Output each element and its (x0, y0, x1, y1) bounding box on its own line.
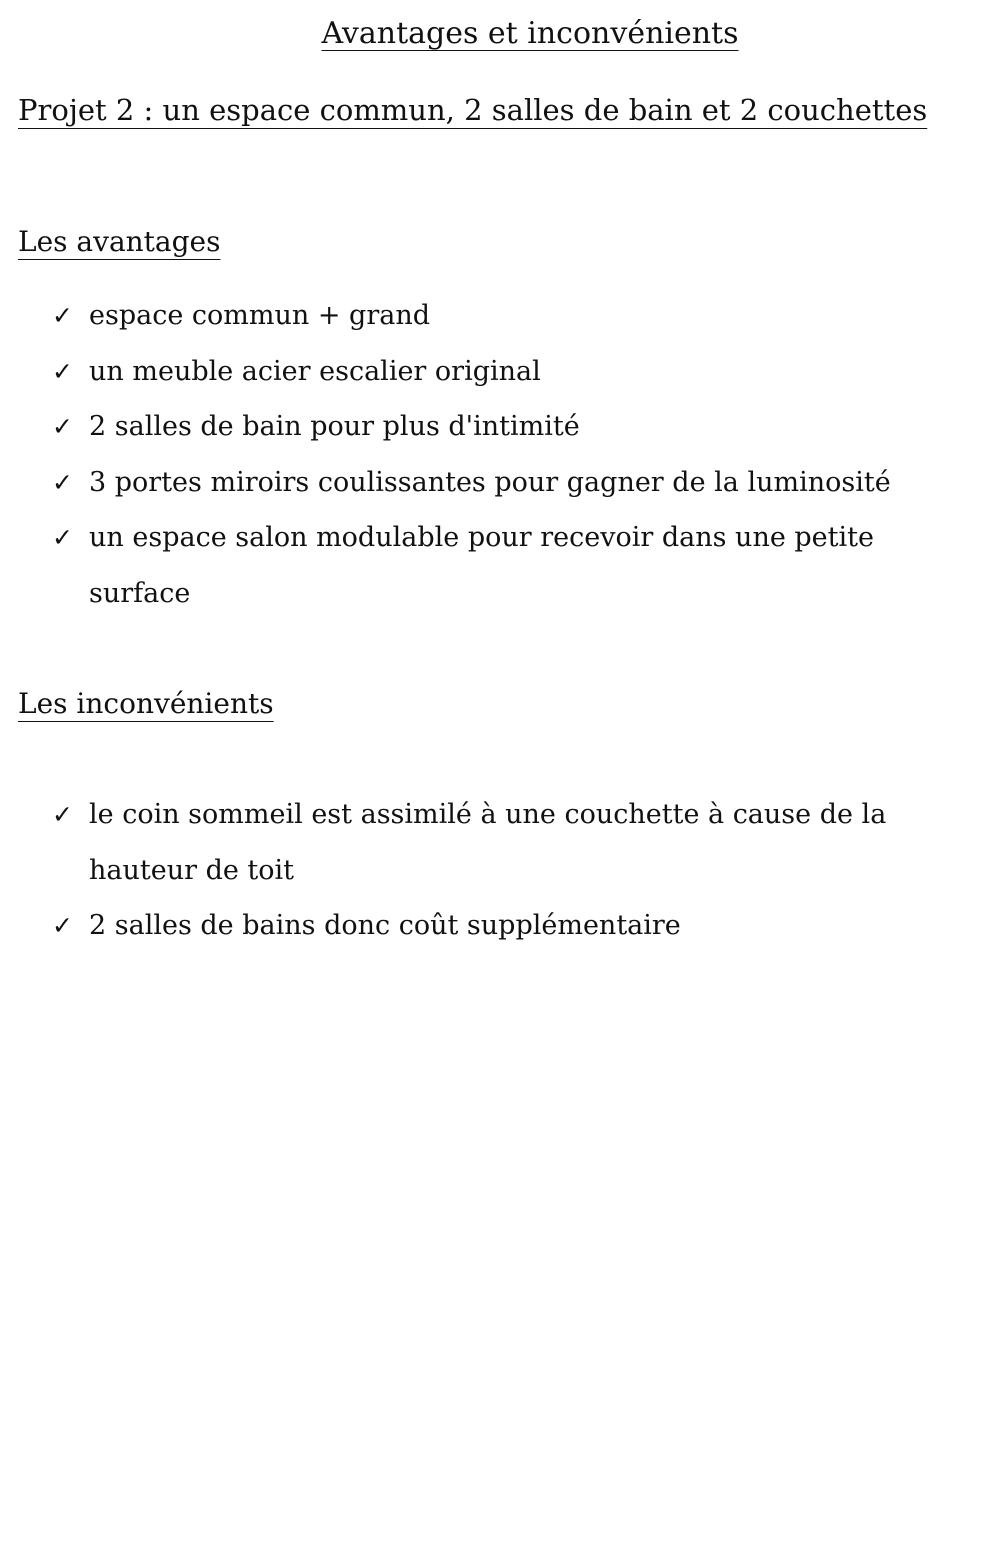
checkmark-icon: ✓ (52, 800, 73, 829)
list-item (52, 288, 942, 344)
list-item-text: 3 portes miroirs coulissantes pour gagner de la luminosité (89, 466, 891, 498)
disadvantages-heading: Les inconvénients (18, 687, 274, 720)
advantages-heading: Les avantages (18, 225, 221, 258)
list-item (52, 344, 942, 400)
list-item-text: le coin sommeil est assimilé à une couchette à cause de la hauteur de toit (89, 799, 887, 886)
checkmark-icon: ✓ (52, 356, 73, 386)
document-title (0, 12, 1000, 56)
checkmark-icon: ✓ (52, 412, 73, 441)
list-item (52, 455, 942, 511)
project-title: Projet 2 : un espace commun, 2 salles de bain et 2 couchettes (18, 93, 928, 127)
list-item (52, 898, 942, 954)
document-title-text: Avantages et inconvénients (321, 16, 739, 51)
list-item (52, 787, 942, 898)
list-item-text: un espace salon modulable pour recevoir dans une petite surface (89, 522, 874, 609)
list-item-text: espace commun + grand (89, 300, 431, 331)
checkmark-icon: ✓ (52, 523, 73, 552)
checkmark-icon: ✓ (52, 911, 73, 940)
advantages-list (52, 288, 942, 621)
checkmark-icon: ✓ (52, 467, 73, 497)
list-item-text: 2 salles de bains donc coût supplémentaire (89, 910, 681, 941)
list-item-text: un meuble acier escalier original (89, 355, 541, 387)
list-item (52, 399, 942, 455)
list-item-text: 2 salles de bain pour plus d'intimité (89, 411, 580, 442)
checkmark-icon: ✓ (52, 301, 73, 330)
list-item (52, 510, 942, 621)
disadvantages-list (52, 787, 942, 954)
